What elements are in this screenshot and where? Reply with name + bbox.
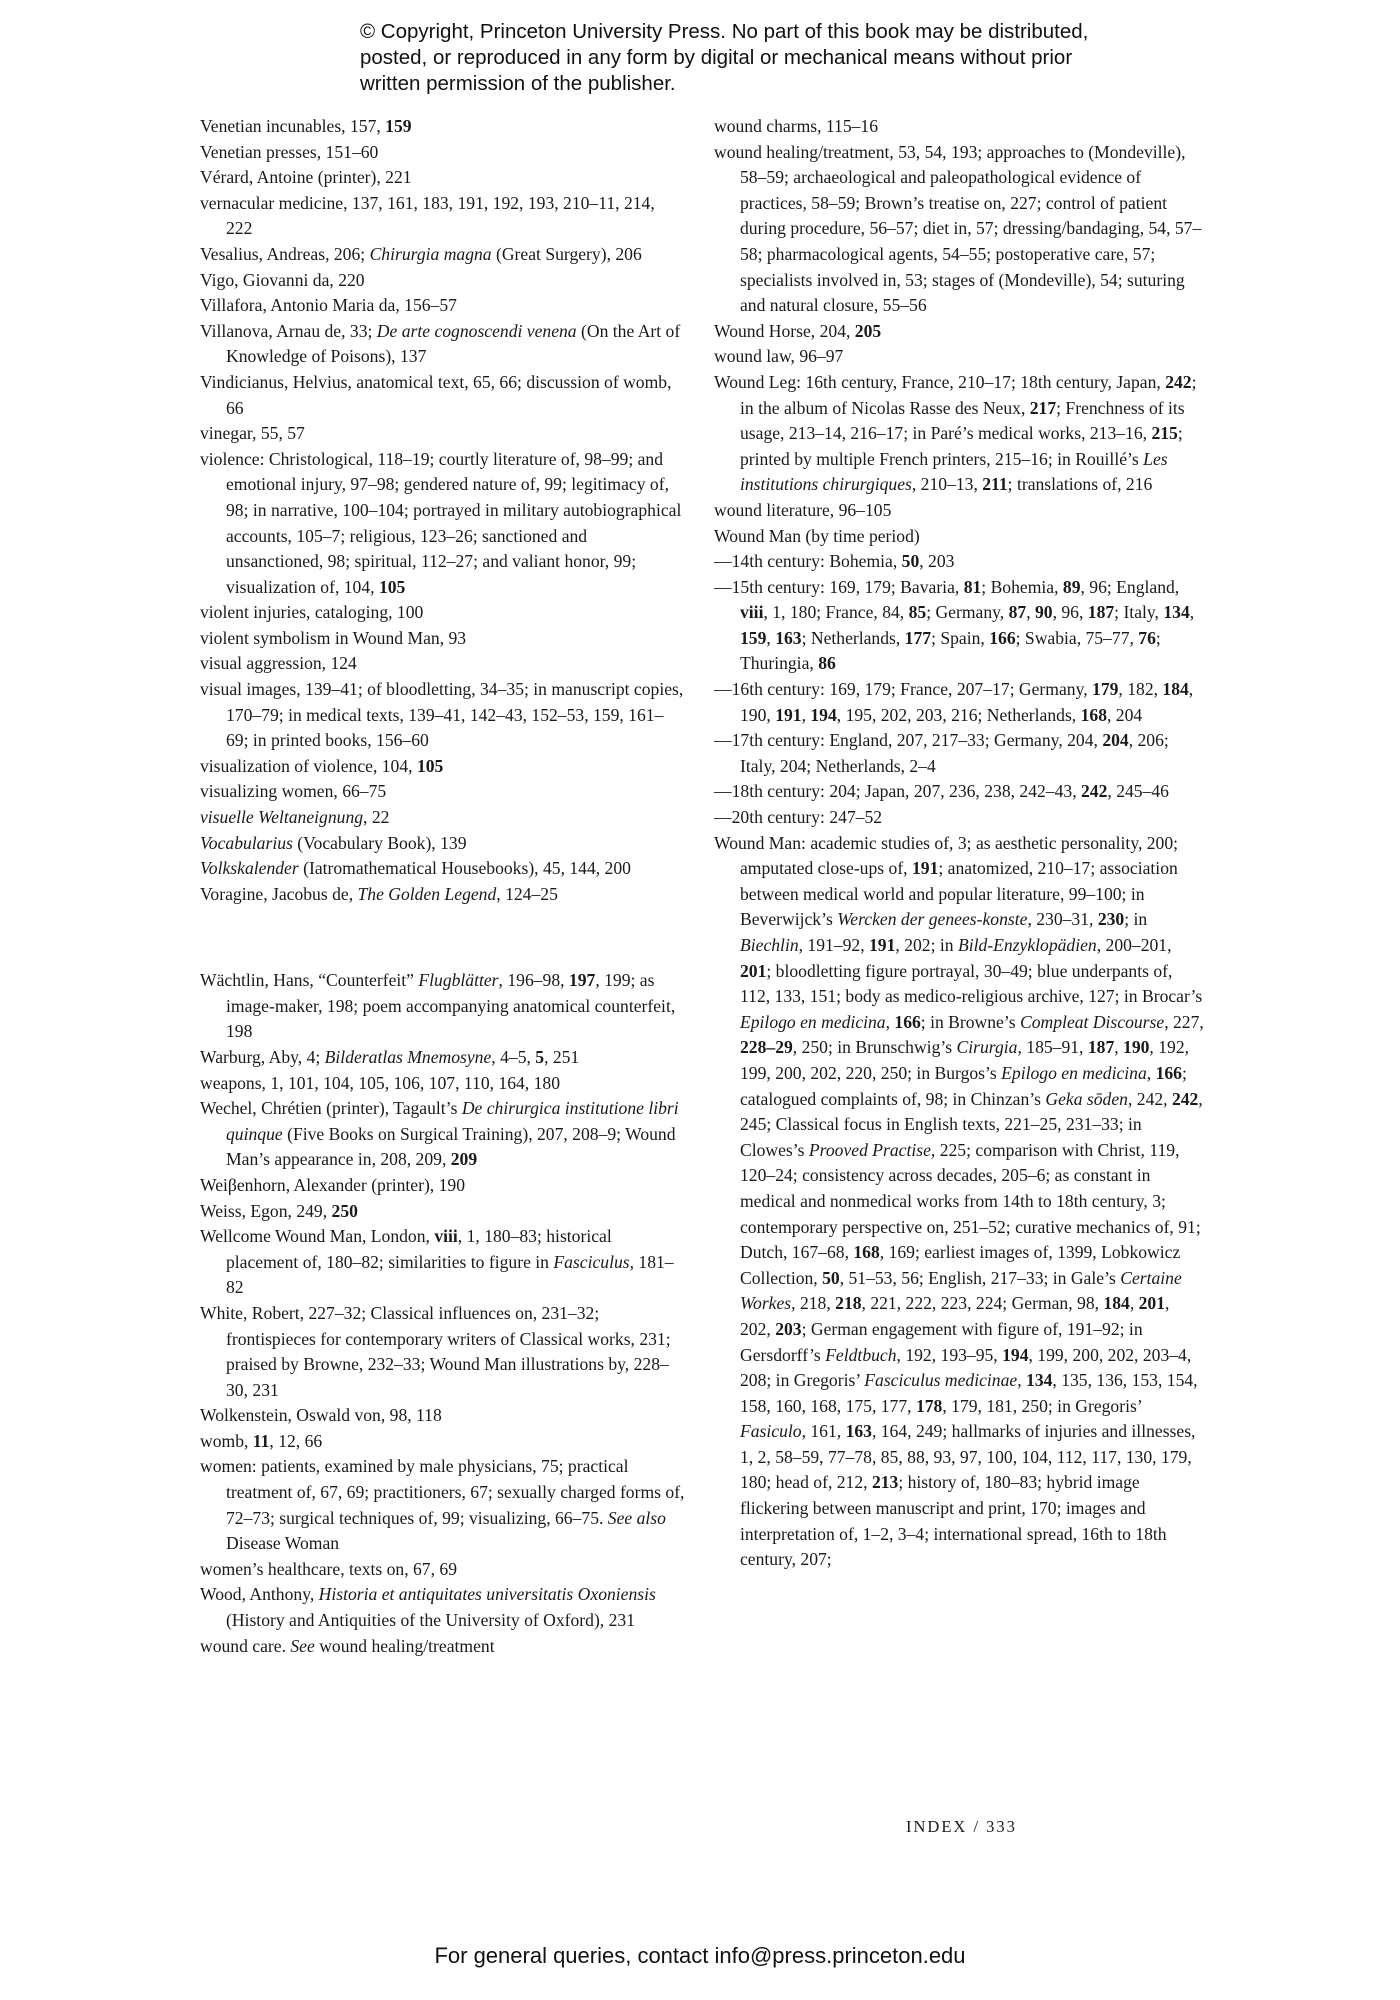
index-entry: Wound Leg: 16th century, France, 210–17; 18th century, Japan, 242; in the album of Nicolas Rasse des Neux, 217; Frenchness of its usage, 213–14, 216–17; in Paré’s medical works, 213–16, 215; printed by multiple French printers, 215–16; in Rouillé’s Les institutions chirurgiques, 210–13, 211; translations of, 216 [714,371,1197,495]
index-entry: Wechel, Chrétien (printer), Tagault’s De chirurgica institutione libri quinque (Five Books on Surgical Training), 207, 208–9; Wound Man’s appearance in, 208, 209, 209 [200,1098,679,1170]
index-entry: violent injuries, cataloging, 100 [200,602,424,623]
index-entry: violent symbolism in Wound Man, 93 [200,627,467,648]
index-entry: women’s healthcare, texts on, 67, 69 [200,1558,457,1579]
index-entry: Venetian presses, 151–60 [200,141,379,162]
index-entry: Vérard, Antoine (printer), 221 [200,167,412,188]
index-entry: visuelle Weltaneignung, 22 [200,807,390,828]
index-entry: Vocabularius (Vocabulary Book), 139 [200,832,467,853]
index-entry: Vesalius, Andreas, 206; Chirurgia magna (Great Surgery), 206 [200,243,642,264]
index-entry: vinegar, 55, 57 [200,423,305,444]
contact-note: For general queries, contact info@press.princeton.edu [434,1943,966,1968]
index-entry: wound charms, 115–16 [714,116,879,136]
index-entry: visualizing women, 66–75 [200,781,387,802]
index-entry: Wound Horse, 204, 205 [714,320,882,341]
index-entry: Wound Man: academic studies of, 3; as aesthetic personality, 200; amputated close-ups of, 191; anatomized, 210–17; association between medical world and popular literature, 99–100; in Beverwijck’s Wercken der genees-konste, 230–31, 230; in Biechlin, 191–92, 191, 202; in Bild-Enzyklopädien, 200–201, 201; bloodletting figure portrayal, 30–49; blue underpants of, 112, 133, 151; body as medico-religious archive, 127; in Brocar’s Epilogo en medicina, 166; in Browne’s Compleat Discourse, 227, 228–29, 250; in Brunschwig’s Cirurgia, 185–91, 187, 190, 192, 199, 200, 202, 220, 250; in Burgos’s Epilogo en medicina, 166; catalogued complaints of, 98; in Chinzan’s Geka sōden, 242, 242, 245; Classical focus in English texts, 221–25, 231–33; in Clowes’s Prooved Practise, 225; comparison with Christ, 119, 120–24; consistency across decades, 205–6; as constant in medical and nonmedical works from 14th to 18th century, 3; contemporary perspective on, 251–52; curative mechanics of, 91; Dutch, 167–68, 168, 169; earliest images of, 1399, Lobkowicz Collection, 50, 51–53, 56; English, 217–33; in Gale’s Certaine Workes, 218, 218, 221, 222, 223, 224; German, 98, 184, 201, 202, 203; German engagement with figure of, 191–92; in Gersdorff’s Feldtbuch, 192, 193–95, 194, 199, 200, 202, 203–4, 208; in Gregoris’ Fasciculus medicinae, 134, 135, 136, 153, 154, 158, 160, 168, 175, 177, 178, 179, 181, 250; in Gregoris’ Fasiculo, 161, 163, 164, 249; hallmarks of injuries and illnesses, 1, 2, 58–59, 77–78, 85, 88, 93, 97, 100, 104, 112, 117, 130, 179, 180; head of, 212, 213; history of, 180–83; hybrid image flickering between manuscript and print, 170; images and interpretation of, 1–2, 3–4; international spread, 16th to 18th century, 207; [714,832,1204,1570]
index-column-left [200,114,685,1659]
index-entry: Vindicianus, Helvius, anatomical text, 65, 66; discussion of womb, 66 [200,371,672,418]
index-entry: Wellcome Wound Man, London, viii, 1, 180–83; historical placement of, 180–82; similarities to figure in Fasciculus, 181–82 [200,1226,674,1298]
page-footer-index: INDEX / 333 [906,1817,1017,1836]
index-entry: Wächtlin, Hans, “Counterfeit” Flugblätter, 196–98, 197, 199; as image-maker, 198; poem accompanying anatomical counterfeit, 198 [200,970,676,1042]
index-entry: Villafora, Antonio Maria da, 156–57 [200,295,457,316]
index-entry: wound literature, 96–105 [714,499,892,520]
index-entry: wound care. See wound healing/treatment [200,1635,495,1656]
index-entry: wound healing/treatment, 53, 54, 193; approaches to (Mondeville), 58–59; archaeological and paleopathological evidence of practices, 58–59; Brown’s treatise on, 227; control of patient during procedure, 56–57; diet in, 57; dressing/bandaging, 54, 57–58; pharmacological agents, 54–55; postoperative care, 57; specialists involved in, 53; stages of (Mondeville), 54; suturing and natural closure, 55–56 [714,141,1202,316]
index-entry: Wolkenstein, Oswald von, 98, 118 [200,1405,442,1426]
index-entry: Voragine, Jacobus de, The Golden Legend, 124–25 [200,883,558,904]
index-entry: Venetian incunables, 157, 159 [200,116,412,136]
index-entry: Weiss, Egon, 249, 250 [200,1200,358,1221]
index-entry: violence: Christological, 118–19; courtly literature of, 98–99; and emotional injury, 97–98; gendered nature of, 99; legitimacy of, 98; in narrative, 100–104; portrayed in military autobiographical accounts, 105–7; religious, 123–26; sanctioned and unsanctioned, 98; spiritual, 112–27; and valiant honor, 99; visualization of, 104, 105 [200,448,682,597]
index-entry: Vigo, Giovanni da, 220 [200,269,365,290]
index-entry: Villanova, Arnau de, 33; De arte cognoscendi venena (On the Art of Knowledge of Poisons), 137 [200,320,681,367]
index-entry: —15th century: 169, 179; Bavaria, 81; Bohemia, 89, 96; England, viii, 1, 180; France, 84, 85; Germany, 87, 90, 96, 187; Italy, 134, 159, 163; Netherlands, 177; Spain, 166; Swabia, 75–77, 76; Thuringia, 86 [714,576,1195,674]
index-entry: wound law, 96–97 [714,346,844,367]
index-entry: visual images, 139–41; of bloodletting, 34–35; in manuscript copies, 170–79; in medical texts, 139–41, 142–43, 152–53, 159, 161–69; in printed books, 156–60 [200,679,684,751]
index-entry: —18th century: 204; Japan, 207, 236, 238, 242–43, 242, 245–46 [714,781,1169,802]
index-entry: weapons, 1, 101, 104, 105, 106, 107, 110, 164, 180 [200,1072,561,1093]
index-entry: —17th century: England, 207, 217–33; Germany, 204, 204, 206; Italy, 204; Netherlands, 2–4 [714,730,1169,776]
index-entry: women: patients, examined by male physicians, 75; practical treatment of, 67, 69; practitioners, 67; sexually charged forms of, 72–73; surgical techniques of, 99; visualizing, 66–75. See also Disease Woman [200,1456,685,1554]
index-entry: Weiβenhorn, Alexander (printer), 190 [200,1174,465,1195]
index-entry: White, Robert, 227–32; Classical influences on, 231–32; frontispieces for contemporary writers of Classical works, 231; praised by Browne, 232–33; Wound Man illustrations by, 228–30, 231 [200,1302,671,1400]
index-entry: —20th century: 247–52 [714,807,883,828]
index-entry: Volkskalender (Iatromathematical Housebooks), 45, 144, 200 [200,858,631,879]
index-entry: womb, 11, 12, 66 [200,1430,323,1451]
index-entry: —16th century: 169, 179; France, 207–17; Germany, 179, 182, 184, 190, 191, 194, 195, 202, 203, 216; Netherlands, 168, 204 [714,679,1194,725]
index-entry: —14th century: Bohemia, 50, 203 [714,551,955,572]
index-entry: Wood, Anthony, Historia et antiquitates universitatis Oxoniensis (History and Antiquities of the University of Oxford), 231 [200,1584,656,1631]
index-entry: Warburg, Aby, 4; Bilderatlas Mnemosyne, 4–5, 5, 251 [200,1046,580,1067]
index-entry: visualization of violence, 104, 105 [200,755,444,776]
copyright-notice: © Copyright, Princeton University Press. No part of this book may be distributed, posted, or reproduced in any form by digital or mechanical means without prior written permission of the publisher. [360,20,1089,95]
index-column-right [714,114,1204,1573]
index-entry: Wound Man (by time period) [714,525,920,546]
index-entry: vernacular medicine, 137, 161, 183, 191, 192, 193, 210–11, 214, 222 [200,192,655,239]
index-entry: visual aggression, 124 [200,653,357,674]
letter-gap [200,925,685,951]
